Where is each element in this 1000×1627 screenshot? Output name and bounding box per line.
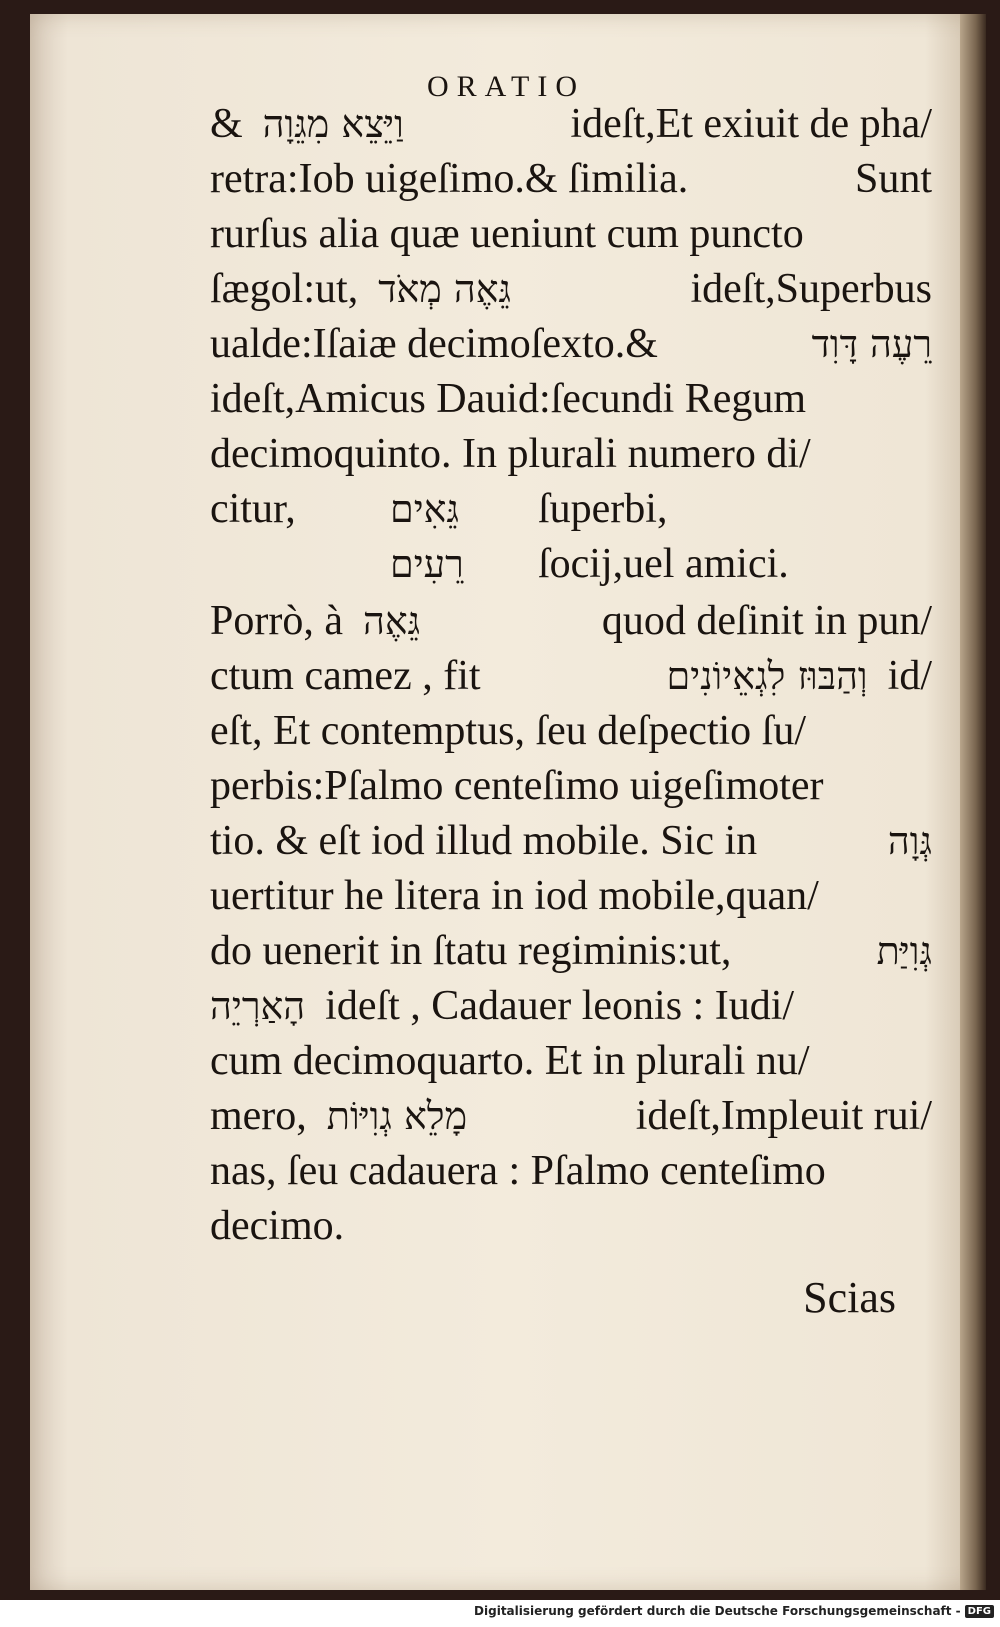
text-line: perbis:Pſalmo centeſimo uigeſimoter <box>210 763 824 809</box>
text-line: do uenerit in ſtatu regiminis:ut, גְּוִיַּת <box>210 928 932 974</box>
text-line: ualde:Iſaiæ decimoſexto.& רֵעֶה דָּוִד <box>210 321 932 367</box>
running-title: ORATIO <box>427 70 585 103</box>
text-line: ctum camez , fit וְהַבּוּז לִגְאֵיוֹנִים id/ <box>210 653 932 699</box>
dfg-logo-icon: DFG <box>965 1605 994 1618</box>
text-line: decimo. <box>210 1203 345 1249</box>
text-line: & וַיֵּצֵא מִגֵּוָה ideſt,Et exiuit de pha/ <box>210 101 932 147</box>
text-line: cum decimoquarto. Et in plurali nu/ <box>210 1038 810 1084</box>
text-line: ſægol:ut, גֵּאֶה מְאֹד ideſt,Superbus <box>210 266 932 312</box>
text-line: הָאַרְיֵה ideſt , Cadauer leonis : Iudi/ <box>210 983 795 1029</box>
footer <box>0 1604 994 1618</box>
text-line: nas, ſeu cadauera : Pſalmo centeſimo <box>210 1148 826 1194</box>
text-line: citur, גֵּאִים ſuperbi, <box>210 486 668 532</box>
page-edge <box>960 14 986 1590</box>
text-line: רֵעִים ſocij,uel amici. <box>390 541 789 587</box>
text-line: tio. & eſt iod illud mobile. Sic in גְּוָה <box>210 818 932 864</box>
text-line: mero, מָלֵא גְוִיּוֹת ideſt,Impleuit rui/ <box>210 1093 932 1139</box>
text-line: rurſus alia quæ ueniunt cum puncto <box>210 211 804 257</box>
text-line: retra:Iob uigeſimo.& ſimilia. Sunt <box>210 156 932 202</box>
text-line: uertitur he litera in iod mobile,quan/ <box>210 873 819 919</box>
catchword: Scias <box>803 1273 896 1322</box>
text-line: Porrò, à גֵּאֶה quod deſinit in pun/ <box>210 598 932 644</box>
text-line: decimoquinto. In plurali numero di/ <box>210 431 811 477</box>
text-line: ideſt,Amicus Dauid:ſecundi Regum <box>210 376 807 422</box>
text-line: eſt, Et contemptus, ſeu deſpectio ſu/ <box>210 708 807 754</box>
footer-text: Digitalisierung gefördert durch die Deutsche Forschungsgemeinschaft - <box>474 1604 961 1618</box>
